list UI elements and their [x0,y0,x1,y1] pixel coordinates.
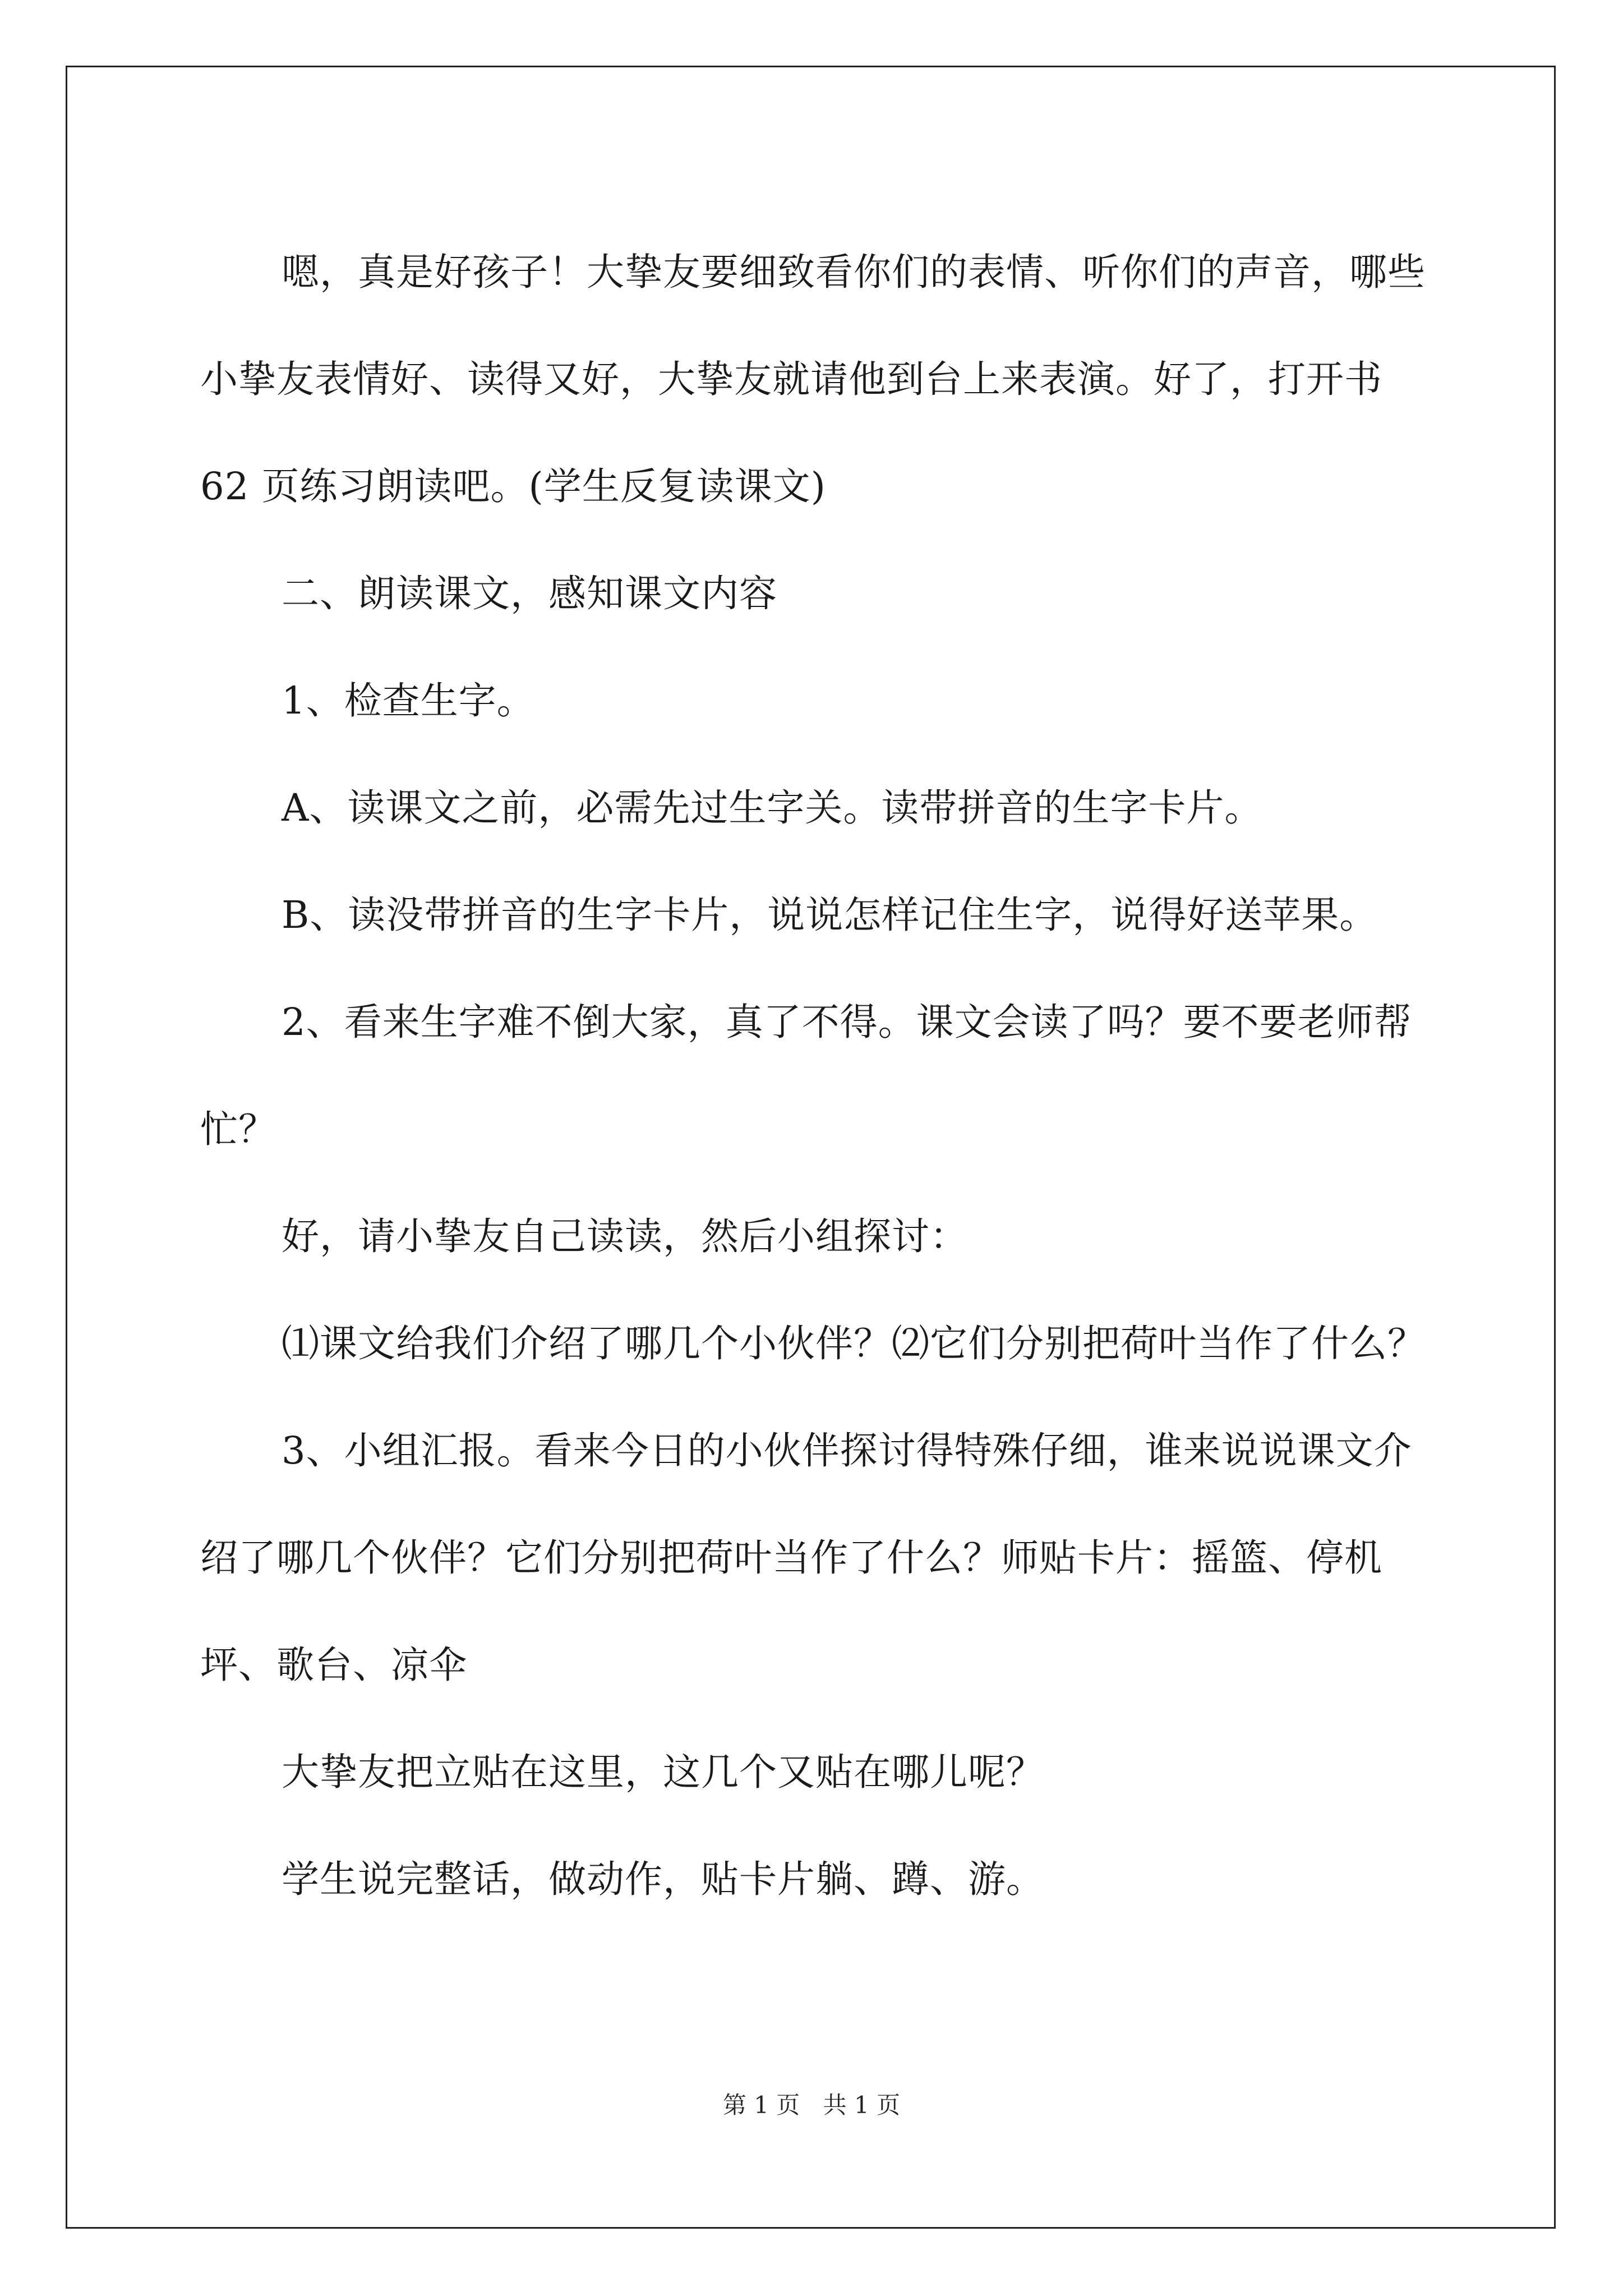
paragraph-3: 1、检查生字。 [282,679,535,723]
paragraph-6: 2、看来生字难不倒大家，真了不得。课文会读了吗？要不要老师帮忙？ [200,1000,1412,1151]
paragraph-5: B、读没带拼音的生字卡片，说说怎样记住生字，说得好送苹果。 [282,893,1378,937]
paragraph-11: 学生说完整话，做动作，贴卡片躺、蹲、游。 [282,1857,1044,1901]
page-number: 第 1 页 [722,2091,800,2119]
paragraph-10: 大挚友把立贴在这里，这几个又贴在哪儿呢？ [282,1750,1044,1794]
page-footer [0,2087,1623,2120]
paragraph-4: A、读课文之前，必需先过生字关。读带拼音的生字卡片。 [282,786,1263,830]
document-body [200,219,1437,1933]
page-total: 共 1 页 [823,2091,901,2119]
paragraph-7: 好，请小挚友自己读读，然后小组探讨： [282,1214,968,1258]
paragraph-1: 嗯，真是好孩子！大挚友要细致看你们的表情、听你们的声音，哪些小挚友表情好、读得又好，大挚友就请他到台上来表演。好了，打开书 62 页练习朗读吧。(学生反复读课文) [200,250,1426,508]
paragraph-8: ⑴课文给我们介绍了哪几个小伙伴？⑵它们分别把荷叶当作了什么？ [282,1322,1426,1365]
paragraph-2: 二、朗读课文，感知课文内容 [282,572,777,615]
paragraph-9: 3、小组汇报。看来今日的小伙伴探讨得特殊仔细，谁来说说课文介绍了哪几个伙伴？它们分别把荷叶当作了什么？师贴卡片：摇篮、停机坪、歌台、凉伞 [200,1429,1412,1687]
